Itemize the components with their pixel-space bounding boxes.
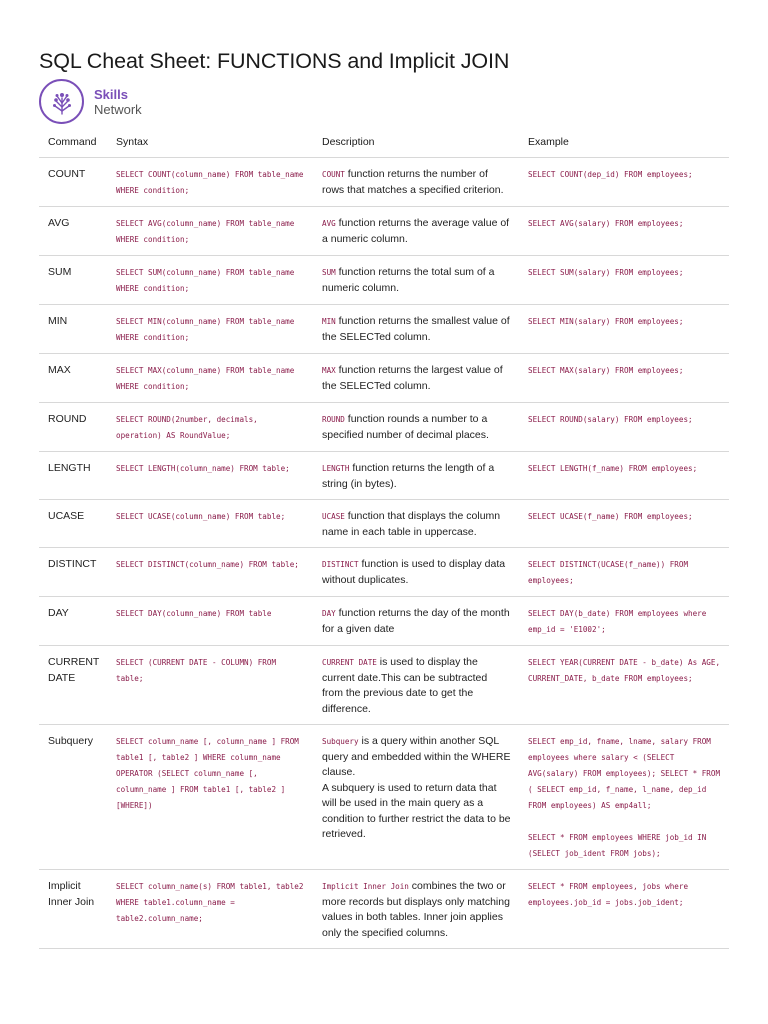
table-row [39, 403, 729, 452]
description-keyword: CURRENT DATE [322, 658, 377, 667]
example-cell [519, 158, 729, 207]
description-text: function returns the largest value of the SELECTed column. [322, 364, 503, 392]
syntax-cell [107, 725, 313, 870]
command-cell: SUM [39, 256, 107, 305]
example-cell [519, 207, 729, 256]
header-syntax: Syntax [107, 126, 313, 158]
table-row [39, 256, 729, 305]
example-code: SELECT * FROM employees, jobs where employees.job_id = jobs.job_ident; [528, 882, 689, 907]
command-cell: UCASE [39, 500, 107, 548]
example-cell [519, 597, 729, 646]
description-keyword: DAY [322, 609, 336, 618]
syntax-code: SELECT column_name [, column_name ] FROM table1 [, table2 ] WHERE column_name OPERATOR (SELECT column_name [, column_name ] FROM table1 [, table2 ] [WHERE]) [116, 737, 299, 810]
syntax-cell [107, 548, 313, 597]
description-text: function is used to display data without duplicates. [322, 558, 506, 586]
table-row [39, 452, 729, 500]
syntax-cell [107, 256, 313, 305]
tree-icon [39, 79, 84, 124]
table-row [39, 646, 729, 725]
syntax-code: SELECT UCASE(column_name) FROM table; [116, 512, 286, 521]
syntax-code: SELECT (CURRENT DATE - COLUMN) FROM table; [116, 658, 277, 683]
logo-text-network: Network [94, 101, 142, 117]
functions-table [39, 126, 729, 949]
command-cell: CURRENT DATE [39, 646, 107, 725]
description-cell [313, 158, 519, 207]
header-example: Example [519, 126, 729, 158]
command-cell: AVG [39, 207, 107, 256]
command-cell: COUNT [39, 158, 107, 207]
example-cell [519, 403, 729, 452]
description-cell [313, 305, 519, 354]
syntax-cell [107, 158, 313, 207]
description-cell [313, 452, 519, 500]
syntax-code: SELECT DISTINCT(column_name) FROM table; [116, 560, 299, 569]
syntax-code: SELECT MAX(column_name) FROM table_name WHERE condition; [116, 366, 295, 391]
example-cell [519, 500, 729, 548]
command-cell: LENGTH [39, 452, 107, 500]
description-text: function returns the day of the month for a given date [322, 607, 510, 635]
command-cell: DAY [39, 597, 107, 646]
description-text: function returns the total sum of a numeric column. [322, 266, 495, 294]
table-row [39, 158, 729, 207]
syntax-code: SELECT MIN(column_name) FROM table_name WHERE condition; [116, 317, 295, 342]
syntax-cell [107, 305, 313, 354]
syntax-cell [107, 500, 313, 548]
example-code: SELECT ROUND(salary) FROM employees; [528, 415, 693, 424]
description-cell [313, 354, 519, 403]
example-code: SELECT AVG(salary) FROM employees; [528, 219, 684, 228]
page-title: SQL Cheat Sheet: FUNCTIONS and Implicit JOIN [39, 49, 510, 73]
syntax-code: SELECT SUM(column_name) FROM table_name WHERE condition; [116, 268, 295, 293]
table-header-row [39, 126, 729, 158]
description-keyword: COUNT [322, 170, 345, 179]
example-cell [519, 870, 729, 949]
command-cell: MIN [39, 305, 107, 354]
table-row [39, 500, 729, 548]
description-text: function that displays the column name in each table in uppercase. [322, 510, 501, 538]
syntax-code: SELECT column_name(s) FROM table1, table2 WHERE table1.column_name = table2.column_name; [116, 882, 304, 923]
example-code-2: SELECT * FROM employees WHERE job_id IN (SELECT job_ident FROM jobs); [528, 833, 707, 858]
syntax-cell [107, 452, 313, 500]
description-text: is a query within another SQL query and embedded within the WHERE clause. A subquery is used to return data that will be used in the main query as a condition to further restrict the data to be retrieved. [322, 735, 511, 840]
description-text: function rounds a number to a specified number of decimal places. [322, 413, 489, 441]
syntax-code: SELECT DAY(column_name) FROM table [116, 609, 272, 618]
syntax-cell [107, 646, 313, 725]
example-code: SELECT UCASE(f_name) FROM employees; [528, 512, 693, 521]
header-command: Command [39, 126, 107, 158]
table-row [39, 870, 729, 949]
table-row [39, 725, 729, 870]
description-cell [313, 597, 519, 646]
description-keyword: DISTINCT [322, 560, 359, 569]
example-code: SELECT DAY(b_date) FROM employees where emp_id = 'E1002'; [528, 609, 707, 634]
description-keyword: Subquery [322, 737, 359, 746]
description-keyword: Implicit Inner Join [322, 882, 409, 891]
example-code: SELECT MAX(salary) FROM employees; [528, 366, 684, 375]
description-keyword: AVG [322, 219, 336, 228]
syntax-cell [107, 597, 313, 646]
description-cell [313, 403, 519, 452]
example-cell [519, 305, 729, 354]
description-text: is used to display the current date.This can be subtracted from the previous date to get the difference. [322, 656, 488, 715]
description-cell [313, 500, 519, 548]
skills-network-logo [39, 79, 142, 124]
syntax-cell [107, 354, 313, 403]
example-cell [519, 725, 729, 870]
syntax-code: SELECT AVG(column_name) FROM table_name WHERE condition; [116, 219, 295, 244]
logo-text-skills: Skills [94, 86, 128, 102]
description-cell [313, 256, 519, 305]
description-text: combines the two or more records but displays only matching values in both tables. Inner join applies only the specified columns. [322, 880, 510, 939]
example-code: SELECT YEAR(CURRENT DATE - b_date) As AGE, CURRENT_DATE, b_date FROM employees; [528, 658, 721, 683]
description-keyword: MAX [322, 366, 336, 375]
example-cell [519, 548, 729, 597]
description-text: function returns the length of a string (in bytes). [322, 462, 495, 490]
example-code: SELECT LENGTH(f_name) FROM employees; [528, 464, 698, 473]
command-cell: MAX [39, 354, 107, 403]
command-cell: Implicit Inner Join [39, 870, 107, 949]
description-text: function returns the number of rows that matches a specified criterion. [322, 168, 504, 196]
table-row [39, 207, 729, 256]
syntax-code: SELECT LENGTH(column_name) FROM table; [116, 464, 290, 473]
example-code: SELECT MIN(salary) FROM employees; [528, 317, 684, 326]
example-cell [519, 452, 729, 500]
description-cell [313, 548, 519, 597]
table-row [39, 597, 729, 646]
table-row [39, 305, 729, 354]
command-cell: Subquery [39, 725, 107, 870]
syntax-cell [107, 403, 313, 452]
table-row [39, 548, 729, 597]
example-code: SELECT SUM(salary) FROM employees; [528, 268, 684, 277]
example-code: SELECT emp_id, fname, lname, salary FROM employees where salary < (SELECT AVG(salary) FROM employees); SELECT * FROM ( SELECT emp_id, f_name, l_name, dep_id FROM employees) AS emp4all; [528, 737, 721, 810]
example-cell [519, 354, 729, 403]
description-text: function returns the average value of a numeric column. [322, 217, 510, 245]
example-cell [519, 256, 729, 305]
description-keyword: SUM [322, 268, 336, 277]
syntax-code: SELECT ROUND(2number, decimals, operation) AS RoundValue; [116, 415, 258, 440]
syntax-cell [107, 207, 313, 256]
command-cell: DISTINCT [39, 548, 107, 597]
example-code: SELECT COUNT(dep_id) FROM employees; [528, 170, 693, 179]
description-cell [313, 725, 519, 870]
syntax-code: SELECT COUNT(column_name) FROM table_name WHERE condition; [116, 170, 304, 195]
command-cell: ROUND [39, 403, 107, 452]
description-cell [313, 870, 519, 949]
description-keyword: MIN [322, 317, 336, 326]
table-row [39, 354, 729, 403]
example-cell [519, 646, 729, 725]
description-text: function returns the smallest value of the SELECTed column. [322, 315, 510, 343]
description-keyword: LENGTH [322, 464, 350, 473]
header-description: Description [313, 126, 519, 158]
description-keyword: UCASE [322, 512, 345, 521]
description-keyword: ROUND [322, 415, 345, 424]
syntax-cell [107, 870, 313, 949]
description-cell [313, 207, 519, 256]
example-code: SELECT DISTINCT(UCASE(f_name)) FROM employees; [528, 560, 689, 585]
description-cell [313, 646, 519, 725]
